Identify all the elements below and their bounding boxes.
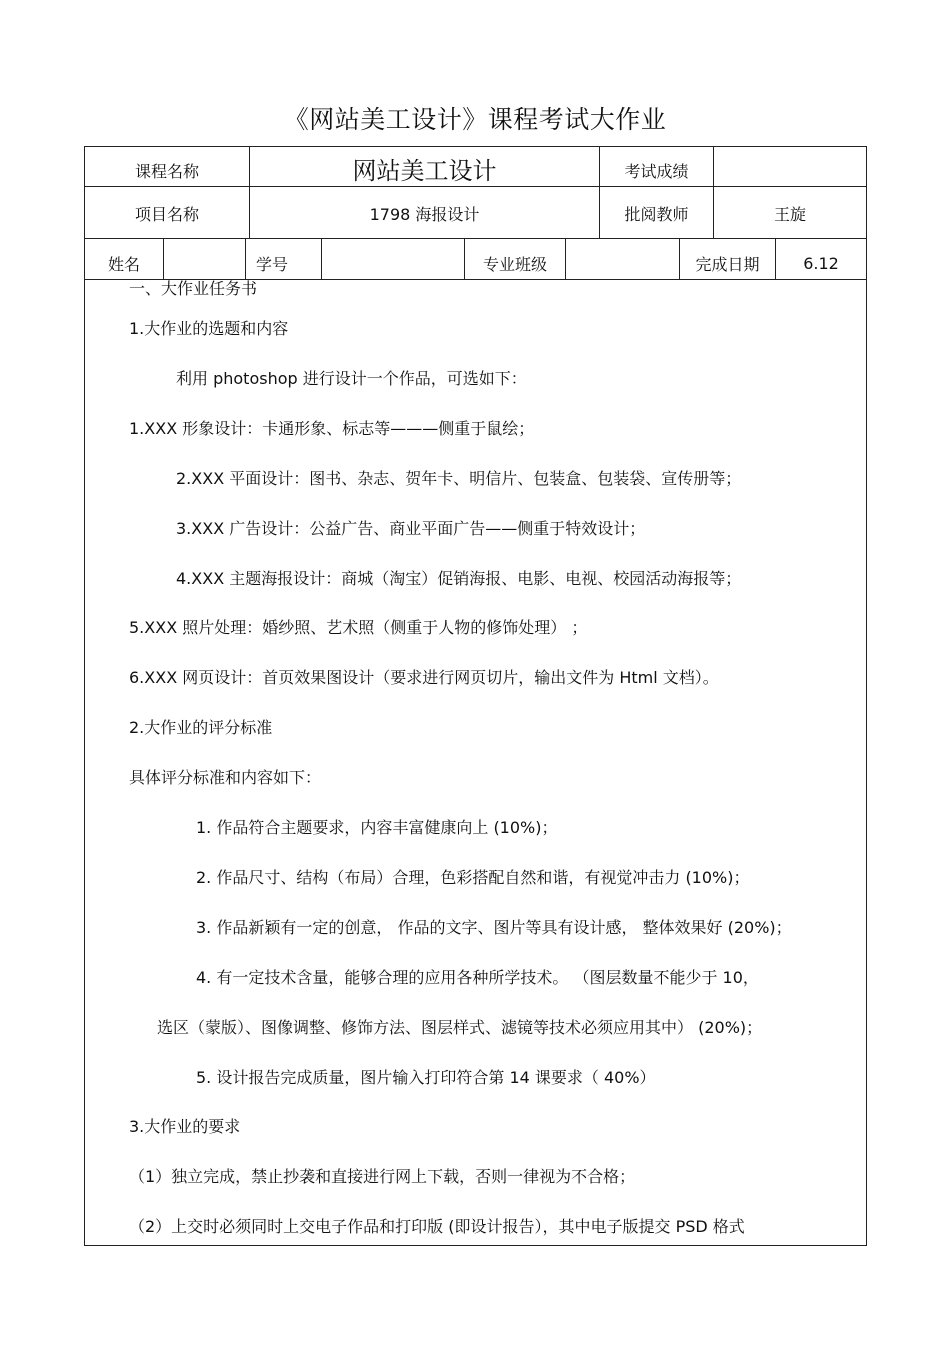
major-class-value — [566, 247, 679, 279]
course-name-value: 网站美工设计 — [352, 156, 497, 185]
section-heading: 一、大作业任务书 — [129, 279, 258, 298]
completion-date-value: 6.12 — [803, 253, 839, 273]
body-text-line: 4.XXX 主题海报设计：商城（淘宝）促销海报、电影、电视、校园活动海报等； — [176, 569, 742, 588]
criteria-item: 3. 作品新颖有一定的创意， 作品的文字、图片等具有设计感， 整体效果好 (20%)； — [196, 918, 792, 937]
criteria-item: 2. 作品尺寸、结构（布局）合理，色彩搭配自然和谐，有视觉冲击力 (10%)； — [196, 868, 750, 887]
subsection-heading: 1.大作业的选题和内容 — [129, 319, 289, 338]
project-name-label: 项目名称 — [134, 204, 199, 224]
body-text-line: 3.XXX 广告设计：公益广告、商业平面广告——侧重于特效设计； — [176, 519, 646, 538]
body-text-line: 5.XXX 照片处理：婚纱照、艺术照（侧重于人物的修饰处理） ； — [129, 618, 588, 637]
body-text-line: 1.XXX 形象设计：卡通形象、标志等———侧重于鼠绘； — [129, 419, 535, 438]
exam-score-label: 考试成绩 — [624, 161, 689, 181]
project-name-value: 1798 海报设计 — [369, 204, 480, 224]
row-divider — [85, 238, 866, 239]
body-text-line: 2.XXX 平面设计：图书、杂志、贺年卡、明信片、包装盒、包装袋、宣传册等； — [176, 469, 742, 488]
requirement-item: （2）上交时必须同时上交电子作品和打印版 (即设计报告），其中电子版提交 PSD 格式 — [129, 1217, 745, 1236]
reviewer-value: 王旋 — [773, 204, 806, 224]
requirement-item: （1）独立完成，禁止抄袭和直接进行网上下载，否则一律视为不合格； — [129, 1167, 636, 1186]
major-class-label: 专业班级 — [482, 254, 547, 274]
subsection-heading: 2.大作业的评分标准 — [129, 718, 273, 737]
body-text-line: 6.XXX 网页设计：首页效果图设计（要求进行网页切片，输出文件为 Html 文档）。 — [129, 668, 719, 687]
criteria-item: 1. 作品符合主题要求，内容丰富健康向上 (10%)； — [196, 818, 558, 837]
criteria-item: 4. 有一定技术含量，能够合理的应用各种所学技术。 （图层数量不能少于 10， — [196, 968, 759, 987]
course-name-label: 课程名称 — [134, 161, 199, 181]
student-id-label: 学号 — [256, 254, 289, 274]
body-text-line: 具体评分标准和内容如下： — [129, 768, 322, 787]
subsection-heading: 3.大作业的要求 — [129, 1117, 241, 1136]
exam-score-value — [714, 152, 866, 188]
criteria-item-continued: 选区（蒙版）、图像调整、修饰方法、图层样式、滤镜等技术必须应用其中） (20%)； — [157, 1018, 763, 1037]
body-text-line: 利用 photoshop 进行设计一个作品，可选如下： — [176, 369, 527, 388]
name-label: 姓名 — [107, 254, 140, 274]
criteria-item: 5. 设计报告完成质量，图片输入打印符合第 14 课要求（ 40%） — [196, 1068, 656, 1087]
name-value — [164, 247, 245, 279]
student-id-value — [322, 247, 464, 279]
document-title: 《网站美工设计》课程考试大作业 — [283, 105, 667, 134]
completion-date-label: 完成日期 — [695, 254, 760, 274]
reviewer-label: 批阅教师 — [624, 204, 689, 224]
